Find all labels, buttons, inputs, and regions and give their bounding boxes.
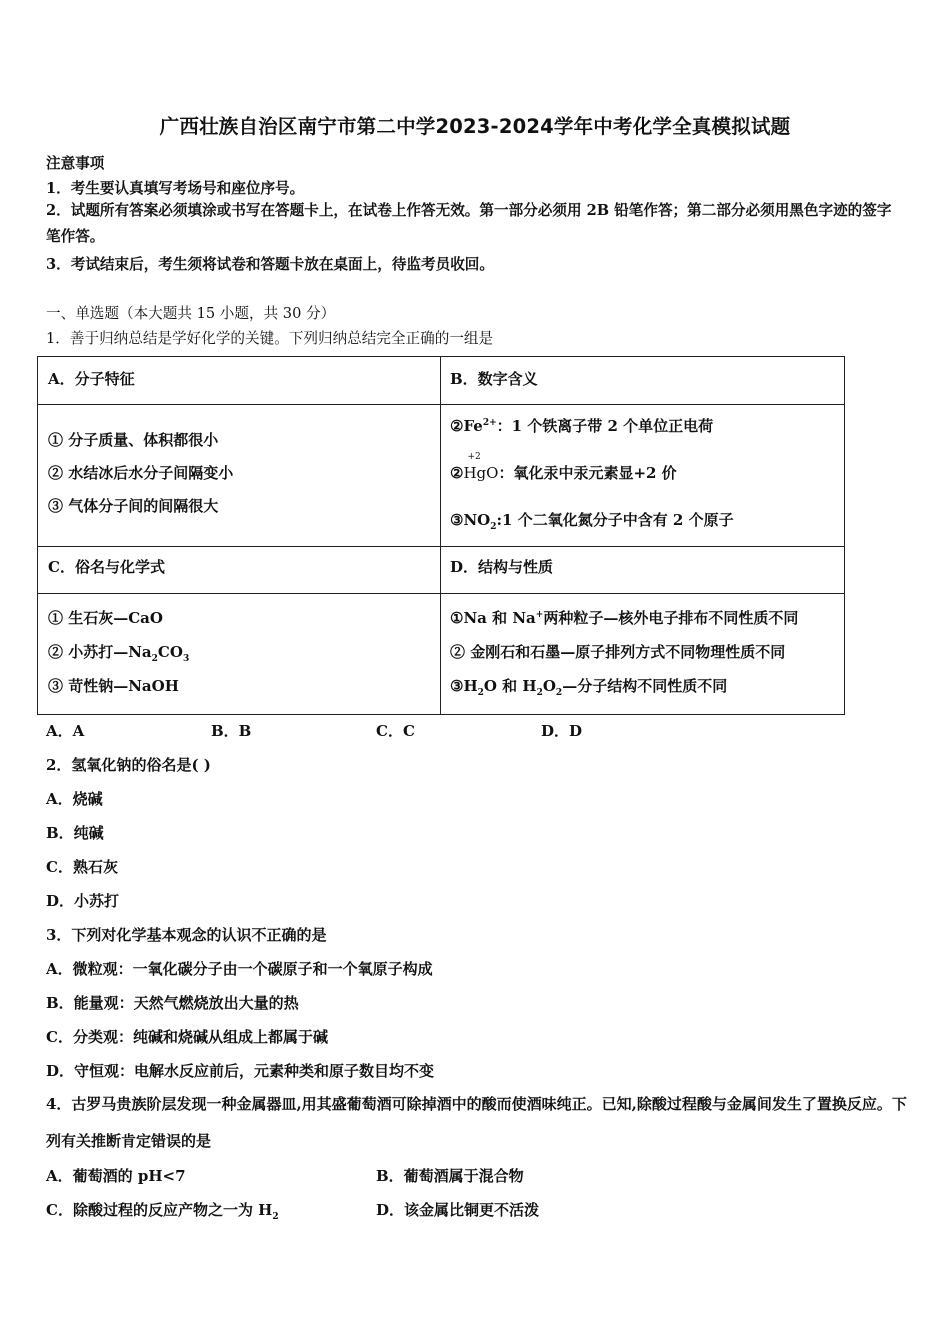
cell-d-head: D．结构与性质 — [450, 558, 554, 576]
q2-option-c[interactable]: C．熟石灰 — [46, 858, 118, 876]
q1-option-c[interactable]: C．C — [376, 722, 415, 740]
cell-d-item-2: ② 金刚石和石墨—原子排列方式不同物理性质不同 — [450, 643, 786, 661]
cell-c-item-1: ① 生石灰—CaO — [48, 609, 163, 627]
cell-c-item-3: ③ 苛性钠—NaOH — [48, 677, 179, 695]
notice-heading: 注意事项 — [46, 155, 105, 172]
q3-stem: 3．下列对化学基本观念的认识不正确的是 — [46, 926, 327, 944]
notice-item-2: 2．试题所有答案必须填涂或书写在答题卡上，在试卷上作答无效。第一部分必须用 2B 铅笔作答；第二部分必须用黑色字迹的签字笔作答。 — [46, 202, 892, 245]
q1-option-b[interactable]: B．B — [211, 722, 252, 740]
q3-option-b[interactable]: B．能量观：天然气燃烧放出大量的热 — [46, 994, 299, 1012]
cell-b-head: B．数字含义 — [450, 370, 538, 388]
cell-a-item-1: ① 分子质量、体积都很小 — [48, 431, 219, 449]
q3-option-c[interactable]: C．分类观：纯碱和烧碱从组成上都属于碱 — [46, 1028, 328, 1046]
cell-b-item-3: $③NO_2:1$ 个二氧化氮分子中含有 2 个原子 — [450, 511, 734, 532]
cell-b-item-2: ② +2 HgO：氧化汞中汞元素显+2 价 — [450, 452, 677, 482]
q4-stem: 4．古罗马贵族阶层发现一种金属器皿,用其盛葡萄酒可除掉酒中的酸而使酒味纯正。已知,除酸过程酸与金属间发生了置换反应。下列有关推断肯定错误的是 — [46, 1095, 907, 1150]
q2-option-d[interactable]: D．小苏打 — [46, 892, 120, 910]
notice-item-3: 3．考试结束后，考生须将试卷和答题卡放在桌面上，待监考员收回。 — [46, 256, 494, 273]
q2-option-a[interactable]: A．烧碱 — [46, 790, 103, 808]
q1-stem: 1．善于归纳总结是学好化学的关键。下列归纳总结完全正确的一组是 — [46, 330, 494, 347]
q4-option-a[interactable]: A．葡萄酒的 pH<7 — [46, 1167, 186, 1185]
q3-option-d[interactable]: D．守恒观：电解水反应前后，元素种类和原子数目均不变 — [46, 1062, 435, 1080]
notice-item-1: 1．考生要认真填写考场号和座位序号。 — [46, 180, 305, 197]
q1-option-d[interactable]: D．D — [541, 722, 583, 740]
q4-option-b[interactable]: B．葡萄酒属于混合物 — [376, 1167, 524, 1185]
q4-option-c[interactable]: C．除酸过程的反应产物之一为 $H_2$ — [46, 1201, 279, 1222]
cell-c-item-2: ② 小苏打$—Na_2CO_3$ — [48, 643, 190, 664]
cell-a-head: A．分子特征 — [48, 370, 135, 388]
cell-b-item-1: $②Fe^{2+}$：1 个铁离子带 2 个单位正电荷 — [450, 417, 714, 435]
cell-d-item-3: $③H_2O$ 和 $H_2O_2—$分子结构不同性质不同 — [450, 677, 728, 698]
cell-a-item-3: ③ 气体分子间的间隔很大 — [48, 497, 219, 515]
page-title: 广西壮族自治区南宁市第二中学2023-2024学年中考化学全真模拟试题 — [159, 115, 791, 138]
q2-stem: 2．氢氧化钠的俗名是( ) — [46, 756, 211, 774]
section-heading: 一、单选题（本大题共 15 小题，共 30 分） — [46, 305, 336, 322]
cell-d-item-1: ①Na 和 Na+两种粒子—核外电子排布不同性质不同 — [450, 609, 799, 627]
cell-c-head: C．俗名与化学式 — [48, 558, 165, 576]
q3-option-a[interactable]: A．微粒观：一氧化碳分子由一个碳原子和一个氧原子构成 — [46, 960, 433, 978]
cell-a-item-2: ② 水结冰后水分子间隔变小 — [48, 464, 234, 482]
q1-table — [37, 356, 845, 715]
q2-option-b[interactable]: B．纯碱 — [46, 824, 104, 842]
hgo-formula: +2 HgO — [463, 452, 499, 482]
q4-option-d[interactable]: D．该金属比铜更不活泼 — [376, 1201, 540, 1219]
q1-option-a[interactable]: A．A — [46, 722, 85, 740]
